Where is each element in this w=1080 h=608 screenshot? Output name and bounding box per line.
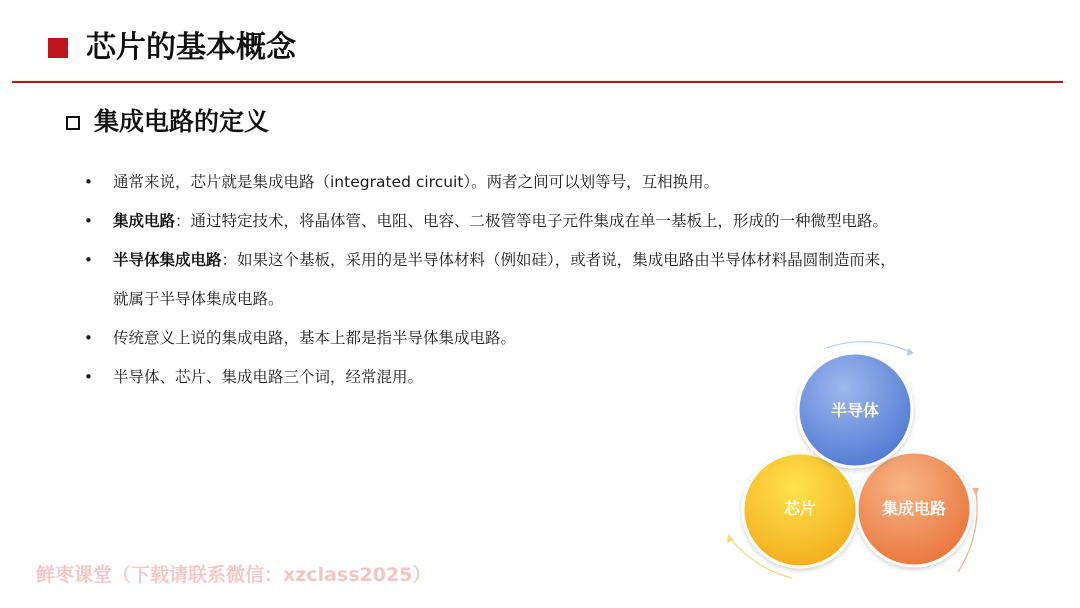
bullet-text: 通常来说，芯片就是集成电路（integrated circuit）。两者之间可以划等号，互相换用。	[113, 173, 720, 191]
arc-top	[826, 342, 910, 352]
bullet-text: 传统意义上说的集成电路，基本上都是指半导体集成电路。	[113, 329, 517, 347]
bullet-marker: •	[84, 251, 93, 269]
title-divider	[12, 81, 1063, 83]
venn-diagram	[722, 332, 1002, 582]
bullet-text: ：如果这个基板，采用的是半导体材料（例如硅），或者说，集成电路由半导体材料晶圆制造而来，	[221, 251, 896, 269]
section-marker	[66, 116, 80, 130]
page-title: 芯片的基本概念	[86, 30, 296, 65]
bullet-item-2	[84, 202, 1044, 241]
title-marker	[48, 38, 68, 58]
bullet-text: ：通过特定技术，将晶体管、电阻、电容、二极管等电子元件集成在单一基板上，形成的一种微型电路。	[175, 212, 889, 230]
bullet-marker: •	[84, 368, 93, 386]
bullet-marker: •	[84, 329, 93, 347]
bullet-term: 半导体集成电路	[113, 251, 222, 269]
bullet-marker: •	[84, 212, 93, 230]
bullet-text: 半导体、芯片、集成电路三个词，经常混用。	[113, 368, 424, 386]
bullet-marker: •	[84, 173, 93, 191]
chip-label: 芯片	[783, 499, 817, 518]
section-title: 集成电路的定义	[94, 107, 270, 136]
bullet-term: 集成电路	[113, 212, 176, 230]
semiconductor-label: 半导体	[830, 401, 880, 420]
arc-top-arrow	[907, 348, 914, 356]
bullet-continuation: 就属于半导体集成电路。	[113, 290, 284, 308]
bullet-item-3	[84, 241, 1044, 319]
integrated-circuit-label: 集成电路	[881, 499, 947, 518]
arc-right-arrow	[972, 488, 979, 496]
watermark: 鲜枣课堂（下载请联系微信：xzclass2025）	[36, 564, 432, 586]
bullet-item-1	[84, 163, 1044, 202]
